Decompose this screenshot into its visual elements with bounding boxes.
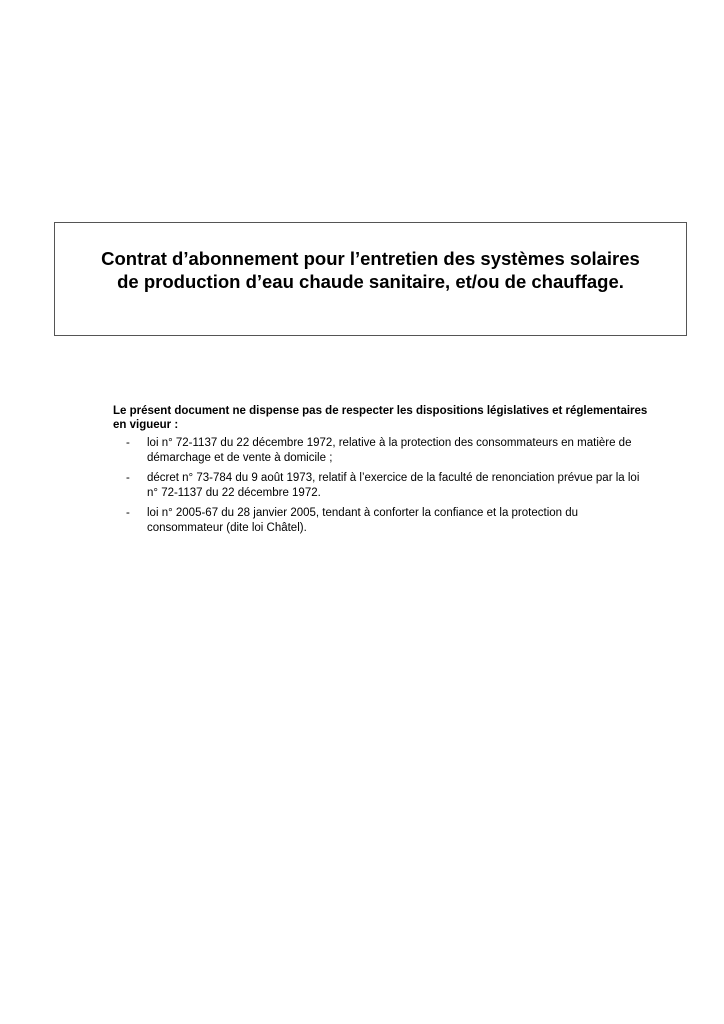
law-list: [113, 436, 683, 536]
title-box: [54, 222, 687, 336]
law-item-1: [113, 436, 683, 466]
law-item-2: [113, 471, 683, 501]
document-title-line-1: Contrat d’abonnement pour l’entretien des systèmes solaires: [101, 248, 640, 269]
document-title-line-2: de production d’eau chaude sanitaire, et/ou de chauffage.: [117, 271, 624, 292]
bullet-dash: -: [126, 507, 130, 519]
notice-intro-line-2: en vigueur :: [113, 419, 179, 431]
law-item-1-line-2: démarchage et de vente à domicile ;: [147, 452, 333, 464]
bullet-dash: -: [126, 472, 130, 484]
bullet-dash: -: [126, 437, 130, 449]
law-item-3: [113, 506, 683, 536]
notice-intro-line-1: Le présent document ne dispense pas de respecter les dispositions législatives et réglementaires: [113, 405, 648, 417]
law-item-2-line-2: n° 72-1137 du 22 décembre 1972.: [147, 487, 321, 499]
law-item-2-line-1: décret n° 73-784 du 9 août 1973, relatif à l’exercice de la faculté de renonciation prévue par la loi: [147, 472, 640, 484]
law-item-1-line-1: loi n° 72-1137 du 22 décembre 1972, relative à la protection des consommateurs en matière de: [147, 437, 632, 449]
notice-intro: [113, 404, 683, 432]
law-item-3-line-1: loi n° 2005-67 du 28 janvier 2005, tendant à conforter la confiance et la protection du: [147, 507, 579, 519]
law-item-3-line-2: consommateur (dite loi Châtel).: [147, 522, 307, 534]
legal-notice: [113, 404, 683, 541]
